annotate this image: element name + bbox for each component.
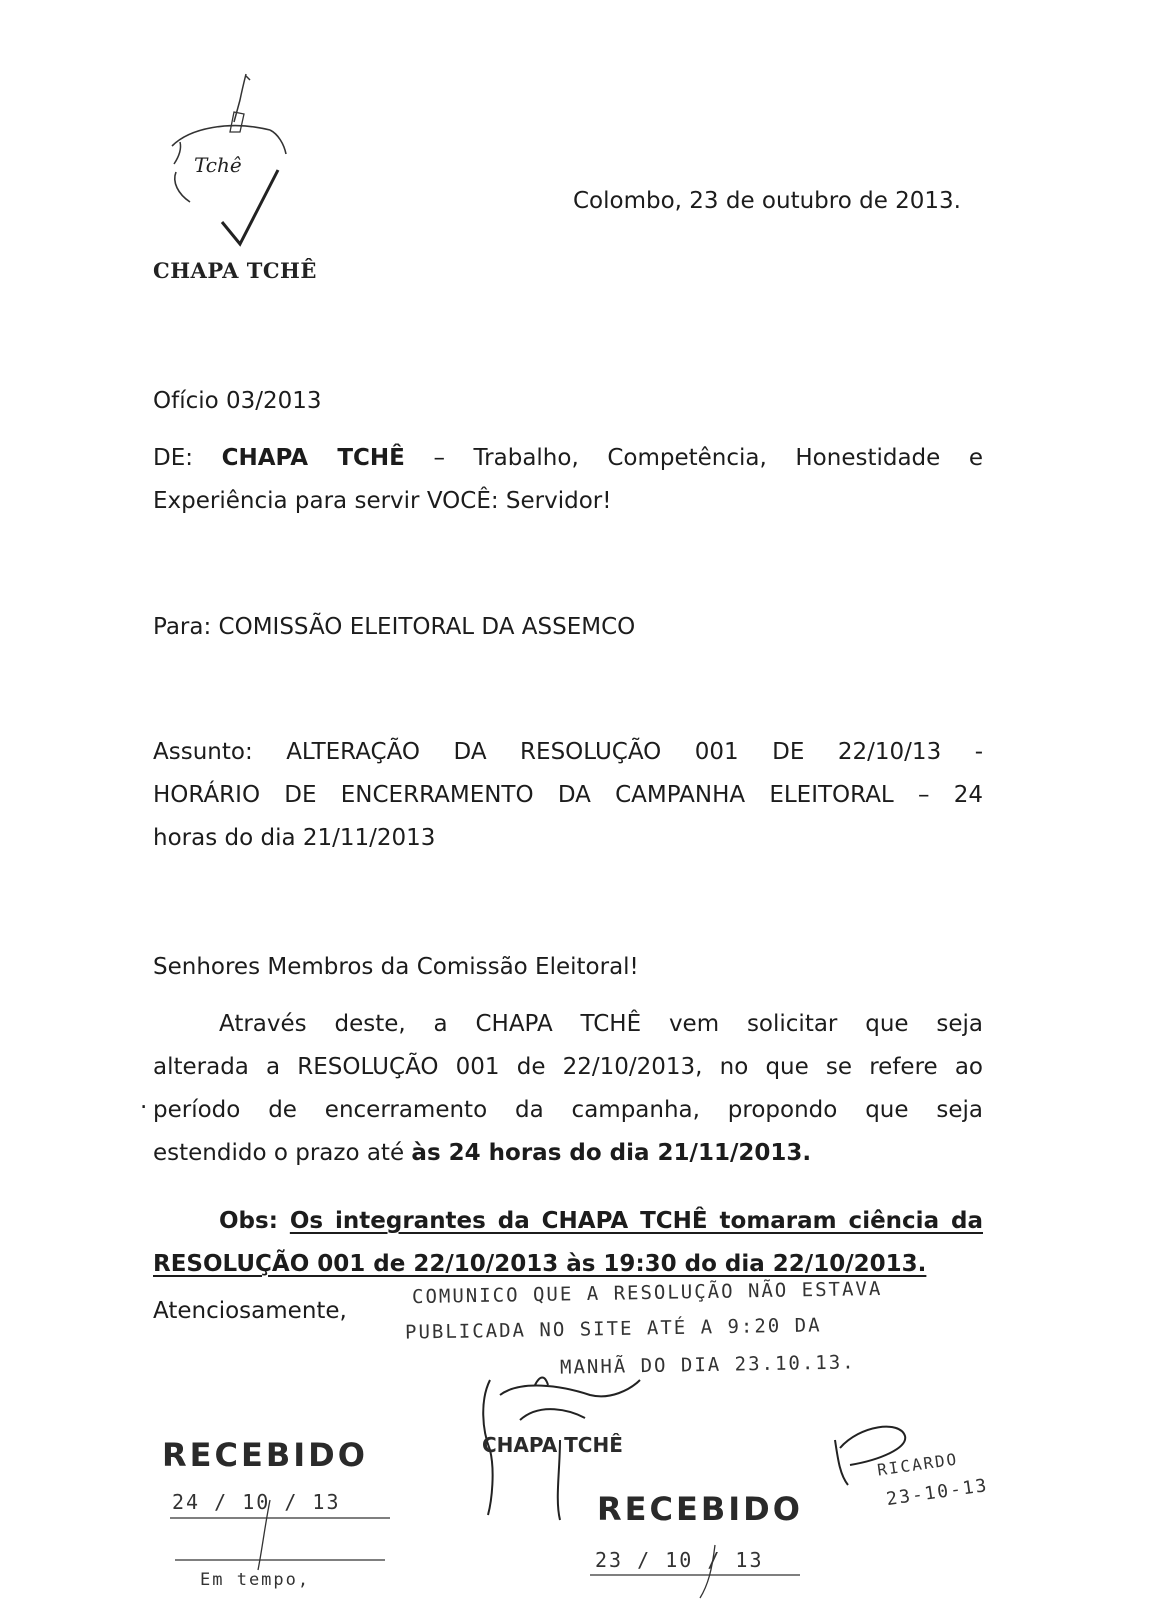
handwritten-note-line-2: PUBLICADA NO SITE ATÉ A 9:20 DA	[404, 1314, 822, 1344]
received-stamp-left-date: 24 / 10 / 13	[172, 1490, 341, 1514]
subject-line-2: HORÁRIO DE ENCERRAMENTO DA CAMPANHA ELEITORAL – 24	[153, 782, 983, 808]
body-line-4: estendido o prazo até às 24 horas do dia 21/11/2013.	[153, 1140, 812, 1166]
observation-text-1: Os integrantes da CHAPA TCHÊ tomaram ciência da	[289, 1208, 983, 1234]
chapa-tche-logo	[160, 72, 300, 252]
logo-text: Tchê	[194, 153, 242, 177]
sender-description: – Trabalho, Competência, Honestidade e	[433, 445, 984, 471]
subject-line-3: horas do dia 21/11/2013	[153, 825, 436, 851]
brand-name: CHAPA TCHÊ	[153, 258, 317, 283]
received-stamp-left: RECEBIDO	[162, 1436, 368, 1474]
signature-date: 23-10-13	[885, 1474, 990, 1511]
observation-line-1	[153, 1200, 983, 1243]
observation-line-2: RESOLUÇÃO 001 de 22/10/2013 às 19:30 do dia 22/10/2013.	[153, 1251, 927, 1277]
sender-label: DE:	[153, 445, 193, 471]
body-line-2: alterada a RESOLUÇÃO 001 de 22/10/2013, no que se refere ao	[153, 1054, 983, 1080]
body-paragraph	[153, 1003, 983, 1175]
bottom-handwritten-note: Em tempo,	[200, 1570, 311, 1590]
sender-block	[153, 437, 983, 523]
sender-line-1	[153, 437, 983, 480]
salutation: Senhores Membros da Comissão Eleitoral!	[153, 954, 639, 980]
observation-block	[153, 1200, 983, 1286]
observation-label: Obs:	[219, 1208, 278, 1234]
subject-line-1: Assunto: ALTERAÇÃO DA RESOLUÇÃO 001 DE 22/10/13 -	[153, 739, 983, 765]
date-line: Colombo, 23 de outubro de 2013.	[572, 188, 961, 214]
received-stamp-center: RECEBIDO	[597, 1490, 803, 1528]
handwritten-note-line-1: COMUNICO QUE A RESOLUÇÃO NÃO ESTAVA	[411, 1277, 883, 1309]
recipient-line: Para: COMISSÃO ELEITORAL DA ASSEMCO	[153, 614, 636, 640]
sender-line-2: Experiência para servir VOCÊ: Servidor!	[153, 488, 612, 514]
oficio-number: Ofício 03/2013	[153, 388, 322, 414]
body-line-3: período de encerramento da campanha, propondo que seja	[153, 1097, 983, 1123]
received-stamp-center-date: 23 / 10 / 13	[595, 1548, 764, 1572]
closing: Atenciosamente,	[153, 1298, 347, 1324]
deadline-text: às 24 horas do dia 21/11/2013.	[411, 1140, 812, 1166]
handwritten-note-line-3: MANHÃ DO DIA 23.10.13.	[559, 1351, 856, 1379]
margin-dot: .	[140, 1088, 148, 1114]
subject-block	[153, 731, 983, 860]
sender-name: CHAPA TCHÊ	[221, 445, 405, 471]
signature-caption: CHAPA TCHÊ	[482, 1433, 623, 1457]
body-line-1: Através deste, a CHAPA TCHÊ vem solicitar que seja	[219, 1011, 983, 1037]
signature-name: RICARDO	[876, 1449, 960, 1480]
